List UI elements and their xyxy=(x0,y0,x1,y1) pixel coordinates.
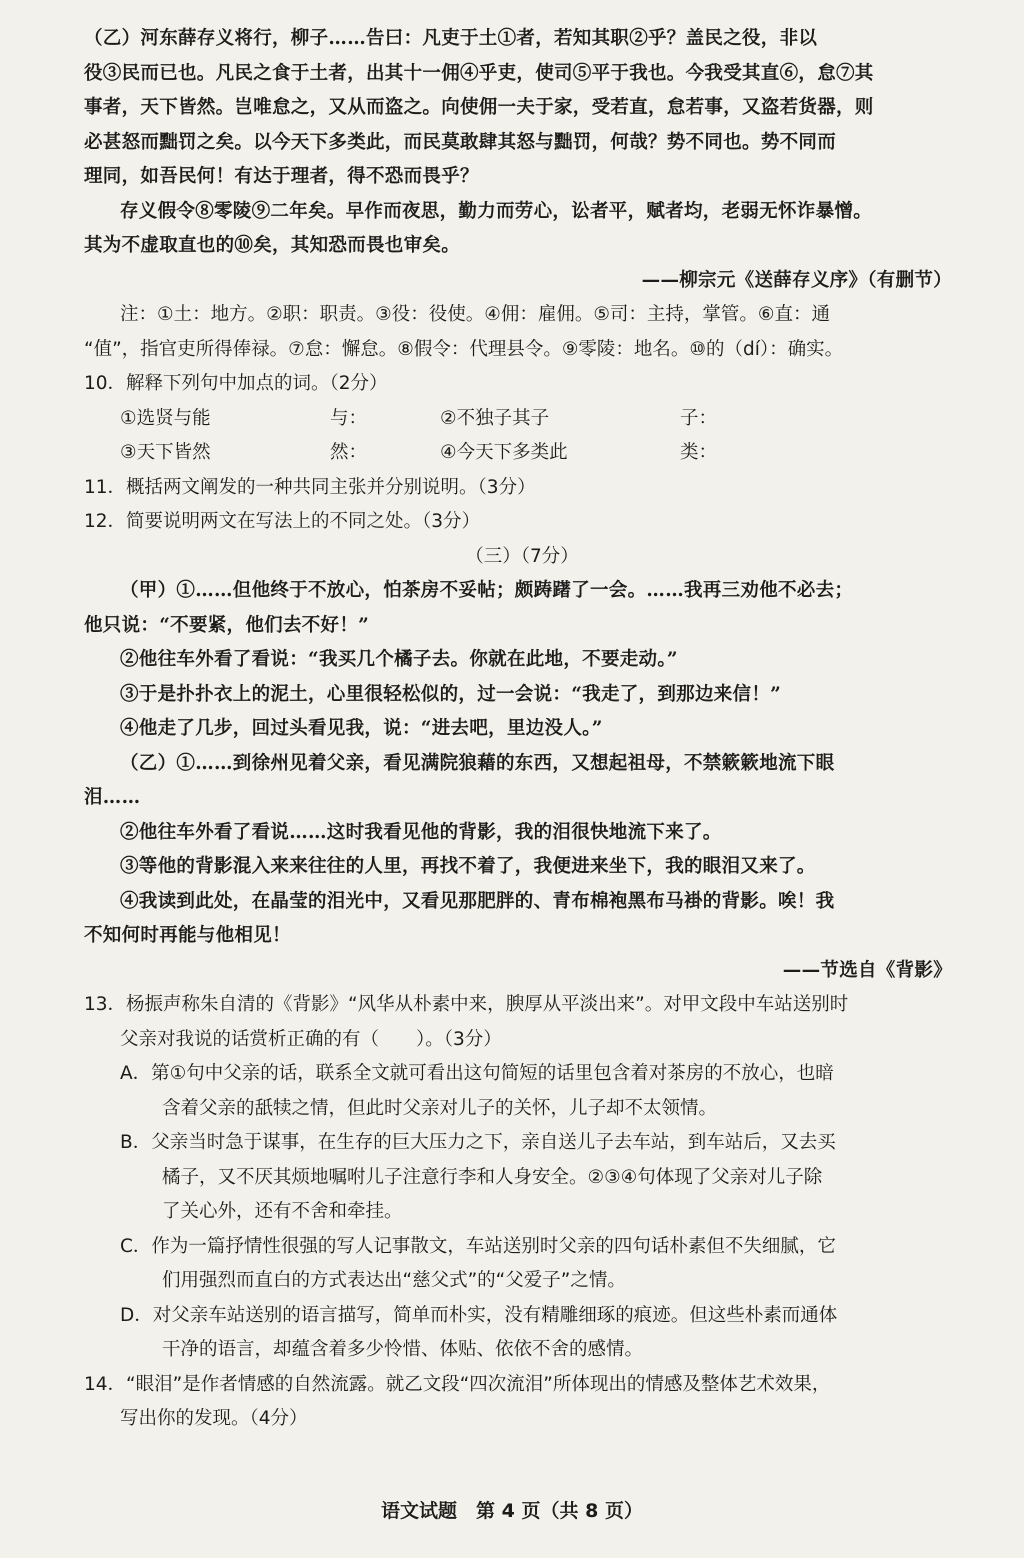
text-line: 必甚怒而黜罚之矣。以今天下多类此，而民莫敢肆其怒与黜罚，何哉？势不同也。势不同而 xyxy=(84,131,837,153)
q10-word: 与： xyxy=(330,407,368,429)
option-d: D．对父亲车站送别的语言描写，简单而朴实，没有精雕细琢的痕迹。但这些朴素而通体 xyxy=(120,1304,838,1326)
passage-yi xyxy=(34,747,960,989)
text-line: （乙）①……到徐州见着父亲，看见满院狼藉的东西，又想起祖母，不禁簌簌地流下眼 xyxy=(120,752,835,774)
q10-row-2 xyxy=(84,436,960,471)
q10-phrase: ④今天下多类此 xyxy=(440,442,568,463)
note-line: “值”，指官吏所得俸禄。⑦怠：懈怠。⑧假令：代理县令。⑨零陵：地名。⑩的（dí）：确实。 xyxy=(84,338,844,360)
question-stem: 13．杨振声称朱自清的《背影》“风华从朴素中来，腴厚从平淡出来”。对甲文段中车站送别时 xyxy=(84,994,849,1015)
page-footer: 语文试题 第 4 页（共 8 页） xyxy=(381,1500,643,1522)
note-line: 注：①土：地方。②职：职责。③役：役使。④佣：雇佣。⑤司：主持，掌管。⑥直：通 xyxy=(120,304,831,325)
question-11: 11．概括两文阐发的一种共同主张并分别说明。（3分） xyxy=(84,476,536,498)
passage-b-classical xyxy=(34,22,960,298)
option-b-cont: 了关心外，还有不舍和牵挂。 xyxy=(162,1201,403,1222)
question-10 xyxy=(34,367,960,574)
q10-word: 然： xyxy=(330,442,368,463)
option-c: C．作为一篇抒情性很强的写人记事散文，车站送别时父亲的四句话朴素但不失细腻，它 xyxy=(120,1235,836,1257)
text-line: 不知何时再能与他相见！ xyxy=(84,925,291,946)
text-line: 他只说：“不要紧，他们去不好！” xyxy=(84,614,370,636)
q10-phrase: ①选贤与能 xyxy=(120,407,211,429)
question-14 xyxy=(34,1368,960,1437)
text-line: ③于是扑扑衣上的泥土，心里很轻松似的，过一会说：“我走了，到那边来信！” xyxy=(120,683,782,705)
option-b-cont: 橘子，又不厌其烦地嘱咐儿子注意行李和人身安全。②③④句体现了父亲对儿子除 xyxy=(162,1166,823,1188)
option-a: A．第①句中父亲的话，联系全文就可看出这句简短的话里包含着对茶房的不放心，也暗 xyxy=(120,1063,834,1084)
annotations xyxy=(34,298,960,367)
source-attribution: ——柳宗元《送薛存义序》（有删节） xyxy=(641,269,952,291)
text-line: 其为不虚取直也的⑩矣，其知恐而畏也审矣。 xyxy=(84,235,461,256)
question-stem: 父亲对我说的话赏析正确的有（ ）。（3分） xyxy=(120,1028,502,1050)
text-line: ③等他的背影混入来来往往的人里，再找不着了，我便进来坐下，我的眼泪又来了。 xyxy=(120,856,816,877)
q10-word: 类： xyxy=(680,442,718,463)
question-12: 12．简要说明两文在写法上的不同之处。（3分） xyxy=(84,511,481,532)
text-line: 役③民而已也。凡民之食于土者，出其十一佣④乎吏，使司⑤平于我也。今我受其直⑥，怠⑦其 xyxy=(84,62,874,84)
text-line: ②他往车外看了看说：“我买几个橘子去。你就在此地，不要走动。” xyxy=(120,649,678,670)
text-line: （甲）①……但他终于不放心，怕茶房不妥帖；颇踌躇了一会。……我再三劝他不必去； xyxy=(120,580,854,601)
source-attribution: ——节选自《背影》 xyxy=(782,959,952,981)
option-c-cont: 们用强烈而直白的方式表达出“慈父式”的“父爱子”之情。 xyxy=(162,1270,626,1291)
option-b: B．父亲当时急于谋事，在生存的巨大压力之下，亲自送儿子去车站，到车站后，又去买 xyxy=(120,1132,836,1153)
q10-word: 子： xyxy=(680,407,718,429)
text-line: 事者，天下皆然。岂唯怠之，又从而盗之。向使佣一夫于家，受若直，怠若事，又盗若货器，则 xyxy=(84,97,874,118)
question-stem: 10．解释下列句中加点的词。（2分） xyxy=(84,373,388,394)
option-a-cont: 含着父亲的舐犊之情，但此时父亲对儿子的关怀，儿子却不太领情。 xyxy=(162,1097,718,1119)
option-d-cont: 干净的语言，却蕴含着多少怜惜、体贴、依依不舍的感情。 xyxy=(162,1339,644,1360)
text-line: 泪…… xyxy=(84,787,141,808)
question-13 xyxy=(34,988,960,1368)
q10-phrase: ②不独子其子 xyxy=(440,407,550,429)
text-line: ②他往车外看了看说……这时我看见他的背影，我的泪很快地流下来了。 xyxy=(120,821,722,843)
text-line: 理同，如吾民何！有达于理者，得不恐而畏乎？ xyxy=(84,166,479,187)
text-line: ④他走了几步，回过头看见我，说：“进去吧，里边没人。” xyxy=(120,718,603,739)
passage-jia xyxy=(34,574,960,747)
section-title: （三）（7分） xyxy=(465,545,579,567)
q10-phrase: ③天下皆然 xyxy=(120,442,211,463)
q10-row-1 xyxy=(84,402,960,437)
text-line: 存义假令⑧零陵⑨二年矣。早作而夜思，勤力而劳心，讼者平，赋者均，老弱无怀诈暴憎。 xyxy=(120,200,873,222)
question-stem: 14．“眼泪”是作者情感的自然流露。就乙文段“四次流泪”所体现出的情感及整体艺术效果， xyxy=(84,1373,831,1395)
text-line: ④我读到此处，在晶莹的泪光中，又看见那肥胖的、青布棉袍黑布马褂的背影。唉！我 xyxy=(120,890,835,912)
question-stem: 写出你的发现。（4分） xyxy=(120,1408,308,1429)
text-line: （乙）河东薛存义将行，柳子……告曰：凡吏于土①者，若知其职②乎？盖民之役，非以 xyxy=(84,28,818,49)
